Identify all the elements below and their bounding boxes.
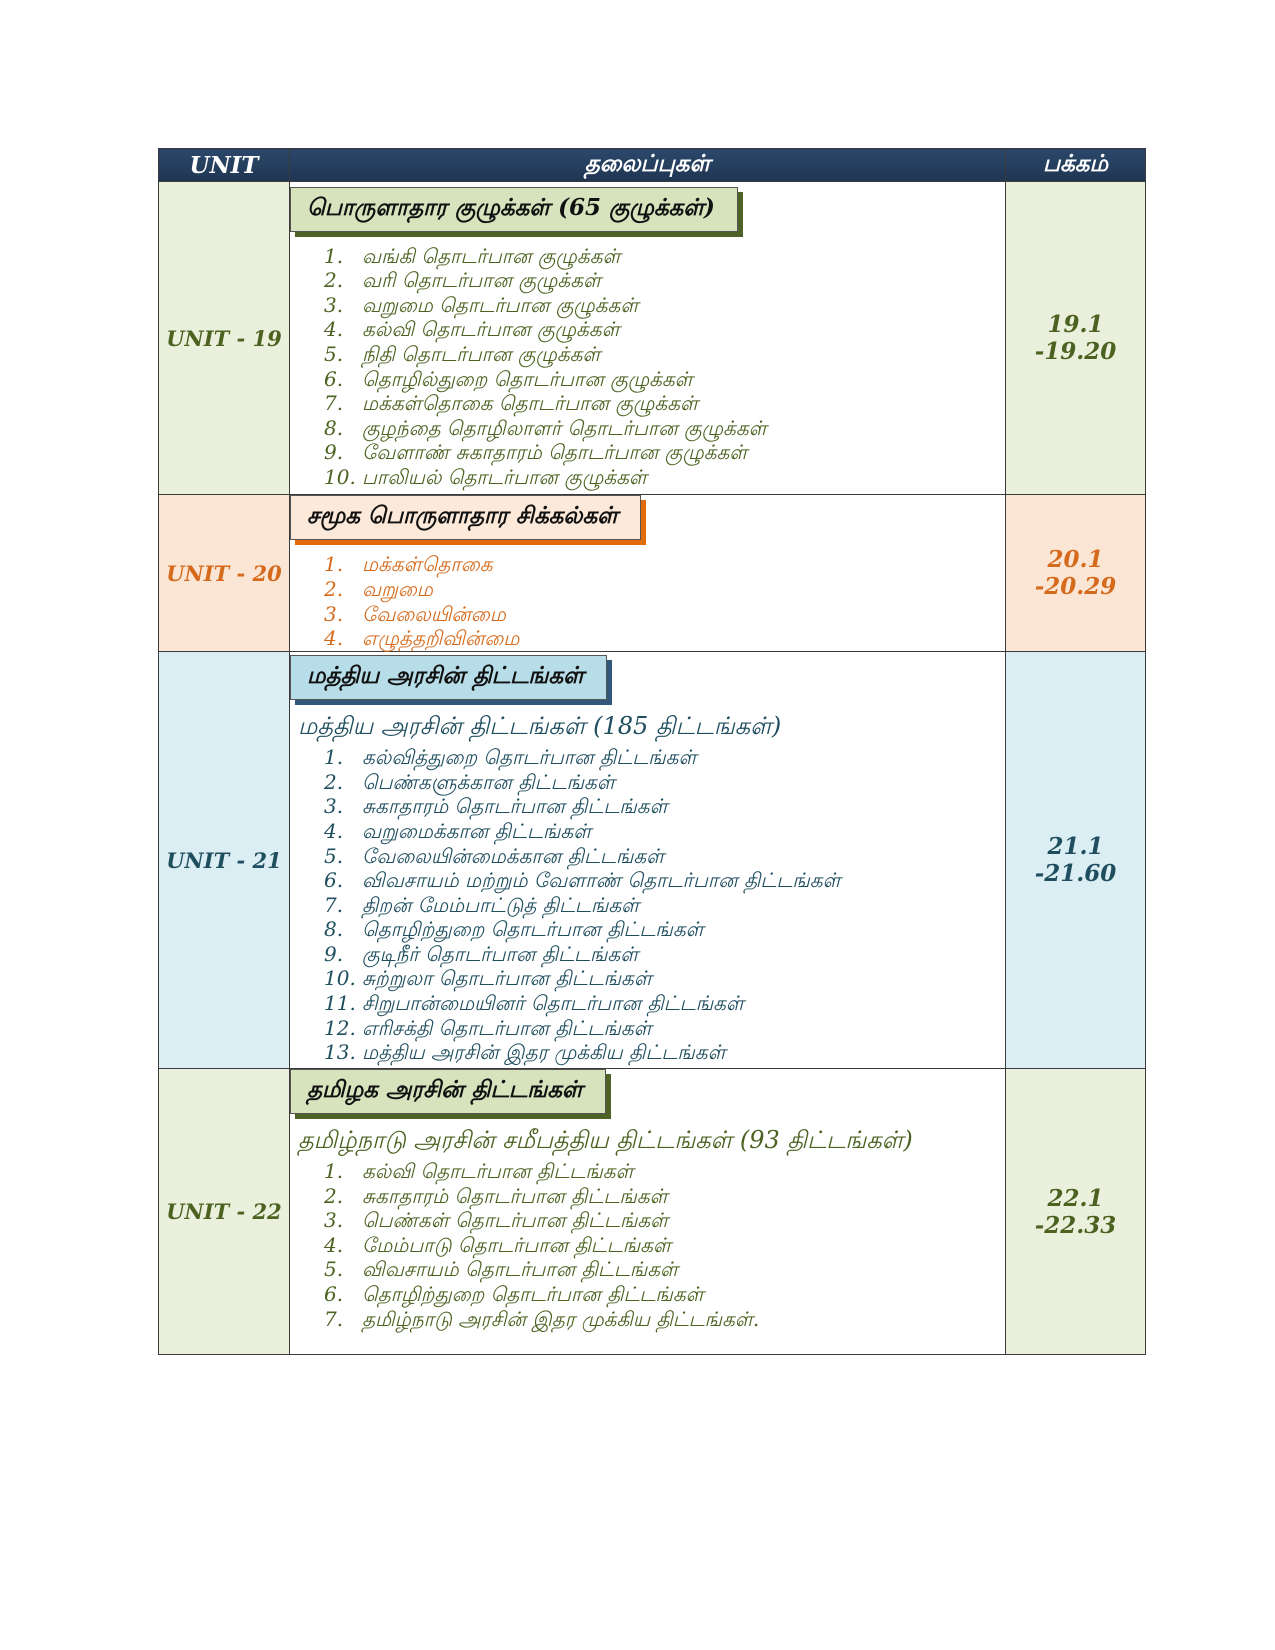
unit-21-pages: 21.1 -21.60: [1006, 652, 1146, 1069]
unit-19-row: [159, 182, 1146, 495]
unit-20-list: [290, 552, 1005, 650]
list-item: 12. எரிசக்தி தொடர்பான திட்டங்கள்: [324, 1015, 652, 1040]
unit-22-row: [159, 1069, 1146, 1355]
unit-20-title-box: சமூக பொருளாதார சிக்கல்கள்: [290, 495, 641, 540]
unit-21-topics: [290, 652, 1006, 1069]
unit-19-pages: 19.1 -19.20: [1006, 182, 1146, 495]
unit-20-pages: 20.1 -20.29: [1006, 495, 1146, 652]
list-item: 4. மேம்பாடு தொடர்பான திட்டங்கள்: [324, 1232, 672, 1257]
list-item: 13. மத்திய அரசின் இதர முக்கிய திட்டங்கள்: [324, 1040, 726, 1065]
list-item: 4. எழுத்தறிவின்மை: [324, 626, 520, 651]
unit-19-label: UNIT - 19: [159, 182, 290, 495]
unit-19-list: [290, 244, 1005, 490]
unit-21-title-box: மத்திய அரசின் திட்டங்கள்: [290, 655, 607, 700]
list-item: 8. தொழிற்துறை தொடர்பான திட்டங்கள்: [324, 917, 704, 942]
header-row: [159, 149, 1146, 182]
list-item: 6. தொழிற்துறை தொடர்பான திட்டங்கள்: [324, 1281, 704, 1306]
list-item: 5. வேலையின்மைக்கான திட்டங்கள்: [324, 843, 665, 868]
unit-20-topics: [290, 495, 1006, 652]
list-item: 3. சுகாதாரம் தொடர்பான திட்டங்கள்: [324, 794, 668, 819]
list-item: 4. கல்வி தொடர்பான குழுக்கள்: [324, 317, 620, 342]
list-item: 2. வரி தொடர்பான குழுக்கள்: [324, 268, 602, 293]
list-item: 3. பெண்கள் தொடர்பான திட்டங்கள்: [324, 1208, 669, 1233]
contents-table: [158, 148, 1146, 1355]
list-item: 1. வங்கி தொடர்பான குழுக்கள்: [324, 243, 621, 268]
unit-21-label: UNIT - 21: [159, 652, 290, 1069]
header-unit: UNIT: [159, 149, 290, 182]
unit-21-row: [159, 652, 1146, 1069]
list-item: 3. வேலையின்மை: [324, 601, 506, 626]
list-item: 2. பெண்களுக்கான திட்டங்கள்: [324, 769, 615, 794]
list-item: 5. நிதி தொடர்பான குழுக்கள்: [324, 341, 601, 366]
list-item: 10. பாலியல் தொடர்பான குழுக்கள்: [324, 464, 647, 489]
list-item: 2. வறுமை: [324, 576, 433, 601]
list-item: 7. திறன் மேம்பாட்டுத் திட்டங்கள்: [324, 892, 640, 917]
unit-21-list: [290, 745, 1005, 1065]
list-item: 6. விவசாயம் மற்றும் வேளாண் தொடர்பான திட்டங்கள்: [324, 868, 841, 893]
unit-19-topics: [290, 182, 1006, 495]
list-item: 4. வறுமைக்கான திட்டங்கள்: [324, 818, 592, 843]
list-item: 1. கல்வி தொடர்பான திட்டங்கள்: [324, 1159, 634, 1183]
unit-22-label: UNIT - 22: [159, 1069, 290, 1355]
list-item: 3. வறுமை தொடர்பான குழுக்கள்: [324, 292, 639, 317]
unit-21-subtitle: மத்திய அரசின் திட்டங்கள் (185 திட்டங்கள்): [298, 712, 782, 741]
list-item: 9. வேளாண் சுகாதாரம் தொடர்பான குழுக்கள்: [324, 440, 748, 465]
unit-22-title-box: தமிழக அரசின் திட்டங்கள்: [290, 1069, 606, 1114]
unit-22-list: [290, 1159, 1005, 1331]
list-item: 7. தமிழ்நாடு அரசின் இதர முக்கிய திட்டங்கள்.: [324, 1306, 760, 1331]
unit-22-topics: [290, 1069, 1006, 1355]
unit-19-title-box: பொருளாதார குழுக்கள் (65 குழுக்கள்): [290, 187, 738, 232]
unit-22-subtitle: தமிழ்நாடு அரசின் சமீபத்திய திட்டங்கள் (93 திட்டங்கள்): [298, 1126, 913, 1154]
list-item: 8. குழந்தை தொழிலாளர் தொடர்பான குழுக்கள்: [324, 415, 767, 440]
header-topics: தலைப்புகள்: [290, 149, 1006, 182]
list-item: 6. தொழில்துறை தொடர்பான குழுக்கள்: [324, 366, 693, 391]
list-item: 7. மக்கள்தொகை தொடர்பான குழுக்கள்: [324, 391, 698, 416]
list-item: 5. விவசாயம் தொடர்பான திட்டங்கள்: [324, 1257, 679, 1282]
list-item: 10. சுற்றுலா தொடர்பான திட்டங்கள்: [324, 966, 652, 991]
list-item: 11. சிறுபான்மையினர் தொடர்பான திட்டங்கள்: [324, 991, 744, 1016]
unit-20-row: [159, 495, 1146, 652]
header-page: பக்கம்: [1006, 149, 1146, 182]
list-item: 1. மக்கள்தொகை: [324, 552, 493, 577]
unit-22-pages: 22.1 -22.33: [1006, 1069, 1146, 1355]
list-item: 9. குடிநீர் தொடர்பான திட்டங்கள்: [324, 941, 639, 966]
list-item: 2. சுகாதாரம் தொடர்பான திட்டங்கள்: [324, 1183, 668, 1208]
list-item: 1. கல்வித்துறை தொடர்பான திட்டங்கள்: [324, 745, 697, 770]
unit-20-label: UNIT - 20: [159, 495, 290, 652]
